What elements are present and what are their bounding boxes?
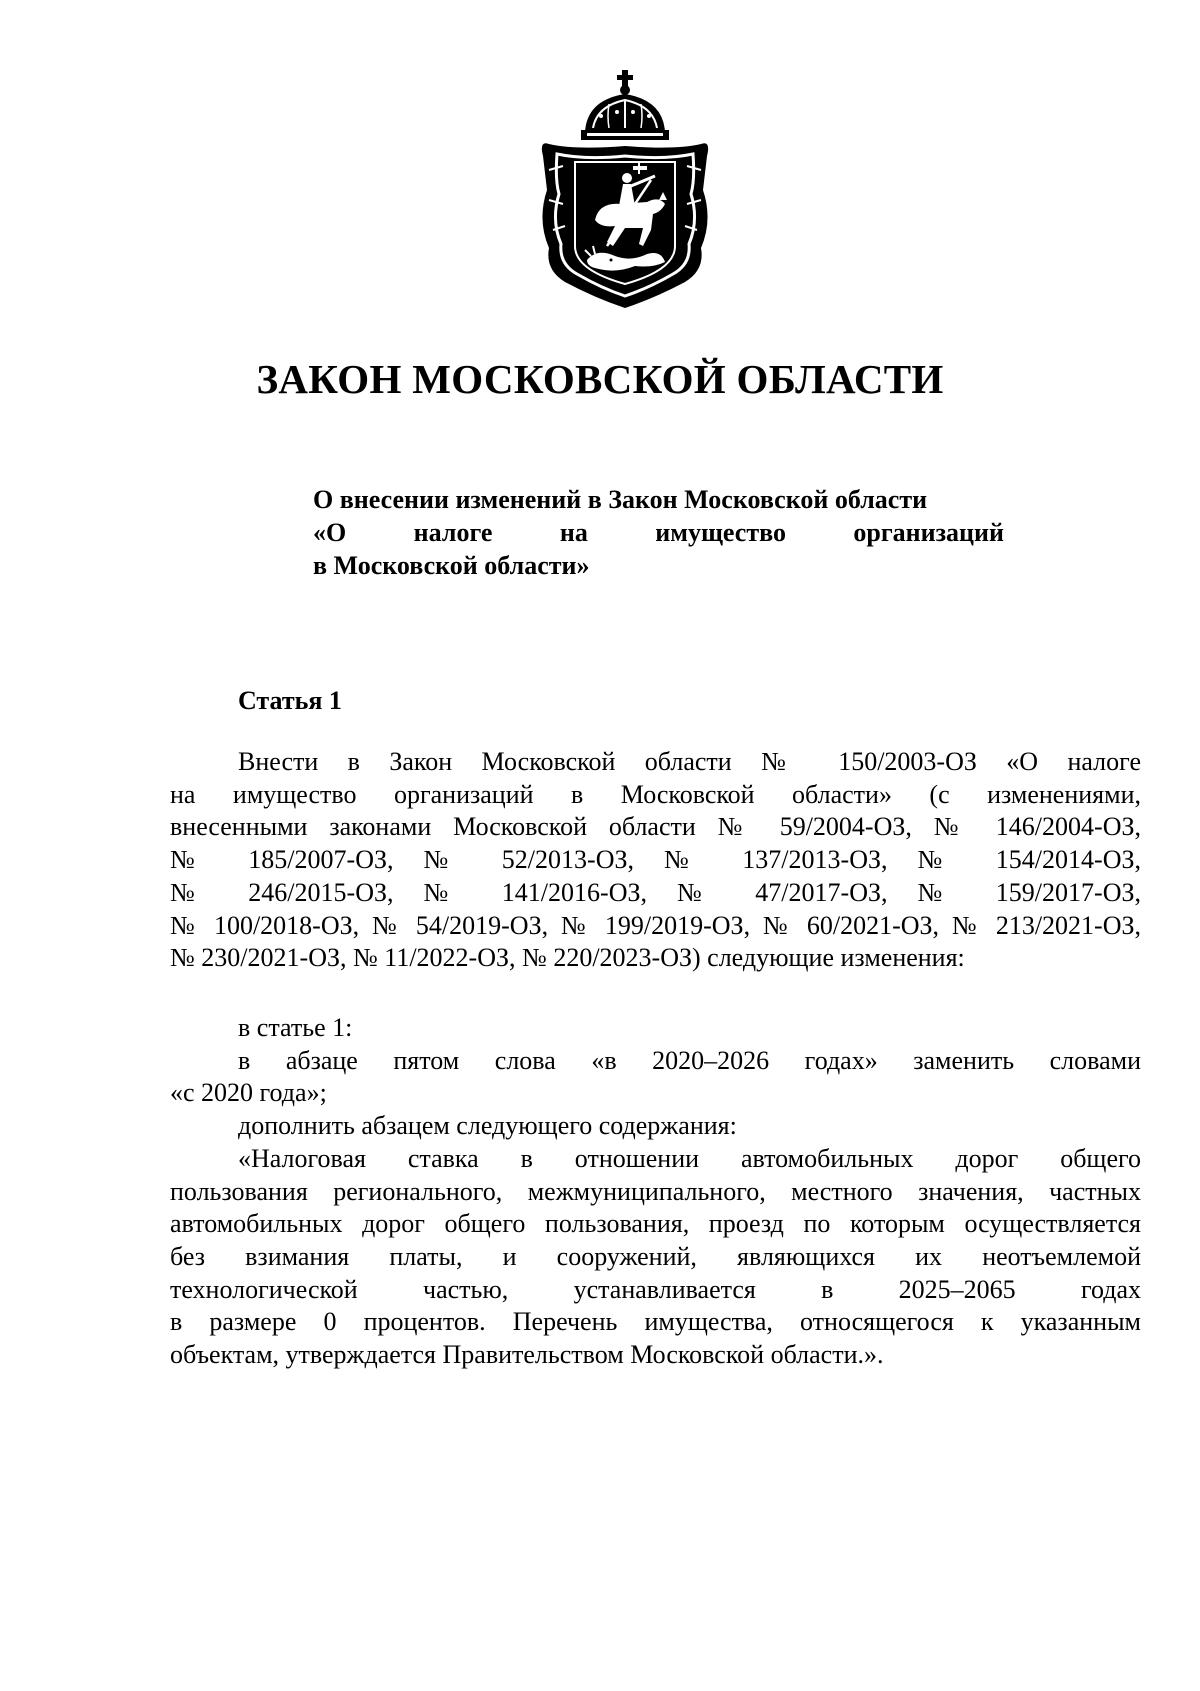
paragraph-line: автомобильных дорог общего пользования, проезд по которым осуществляется: [170, 1209, 1141, 1239]
subtitle-line: в Московской области»: [313, 551, 590, 580]
paragraph-line: без взимания платы, и сооружений, являющихся их неотъемлемой: [170, 1241, 1141, 1271]
paragraph-line: внесенными законами Московской области № 59/2004-ОЗ, № 146/2004-ОЗ,: [170, 812, 1141, 842]
paragraph-line: технологической частью, устанавливается в 2025–2065 годах: [170, 1274, 1141, 1304]
article-heading: Статья 1: [238, 686, 342, 715]
paragraph-line: «с 2020 года»;: [170, 1078, 327, 1108]
paragraph-line: № 185/2007-ОЗ, № 52/2013-ОЗ, № 137/2013-ОЗ, № 154/2014-ОЗ,: [170, 845, 1141, 875]
paragraph-line: дополнить абзацем следующего содержания:: [238, 1111, 737, 1141]
document-subtitle: [313, 483, 1004, 582]
paragraph-line: Внести в Закон Московской области № 150/2003-ОЗ «О налоге: [238, 747, 1141, 776]
document-title: ЗАКОН МОСКОВСКОЙ ОБЛАСТИ: [256, 356, 944, 402]
paragraph-line: № 246/2015-ОЗ, № 141/2016-ОЗ, № 47/2017-ОЗ, № 159/2017-ОЗ,: [170, 877, 1141, 907]
paragraph-line: в абзаце пятом слова «в 2020–2026 годах» заменить словами: [238, 1045, 1141, 1075]
paragraph-line: № 230/2021-ОЗ, № 11/2022-ОЗ, № 220/2023-ОЗ) следующие изменения:: [170, 943, 965, 973]
paragraph-line: в статье 1:: [238, 1013, 353, 1042]
subtitle-line: О внесении изменений в Закон Московской области: [313, 485, 928, 514]
paragraph-line: «Налоговая ставка в отношении автомобильных дорог общего: [238, 1143, 1141, 1173]
paragraph-line: № 100/2018-ОЗ, № 54/2019-ОЗ, № 199/2019-ОЗ, № 60/2021-ОЗ, № 213/2021-ОЗ,: [170, 910, 1141, 940]
paragraph-line: объектам, утверждается Правительством Московской области.».: [170, 1340, 884, 1370]
coat-of-arms-emblem: [535, 70, 715, 310]
article-paragraph-amendment-intro: [170, 746, 1141, 975]
subtitle-line: «О налоге на имущество организаций: [313, 518, 1004, 547]
paragraph-line: в размере 0 процентов. Перечень имущества, относящегося к указанным: [170, 1307, 1141, 1337]
paragraph-line: пользования регионального, межмуниципального, местного значения, частных: [170, 1176, 1141, 1206]
article-paragraph-changes: [170, 1012, 1141, 1372]
paragraph-line: на имущество организаций в Московской области» (с изменениями,: [170, 779, 1141, 809]
